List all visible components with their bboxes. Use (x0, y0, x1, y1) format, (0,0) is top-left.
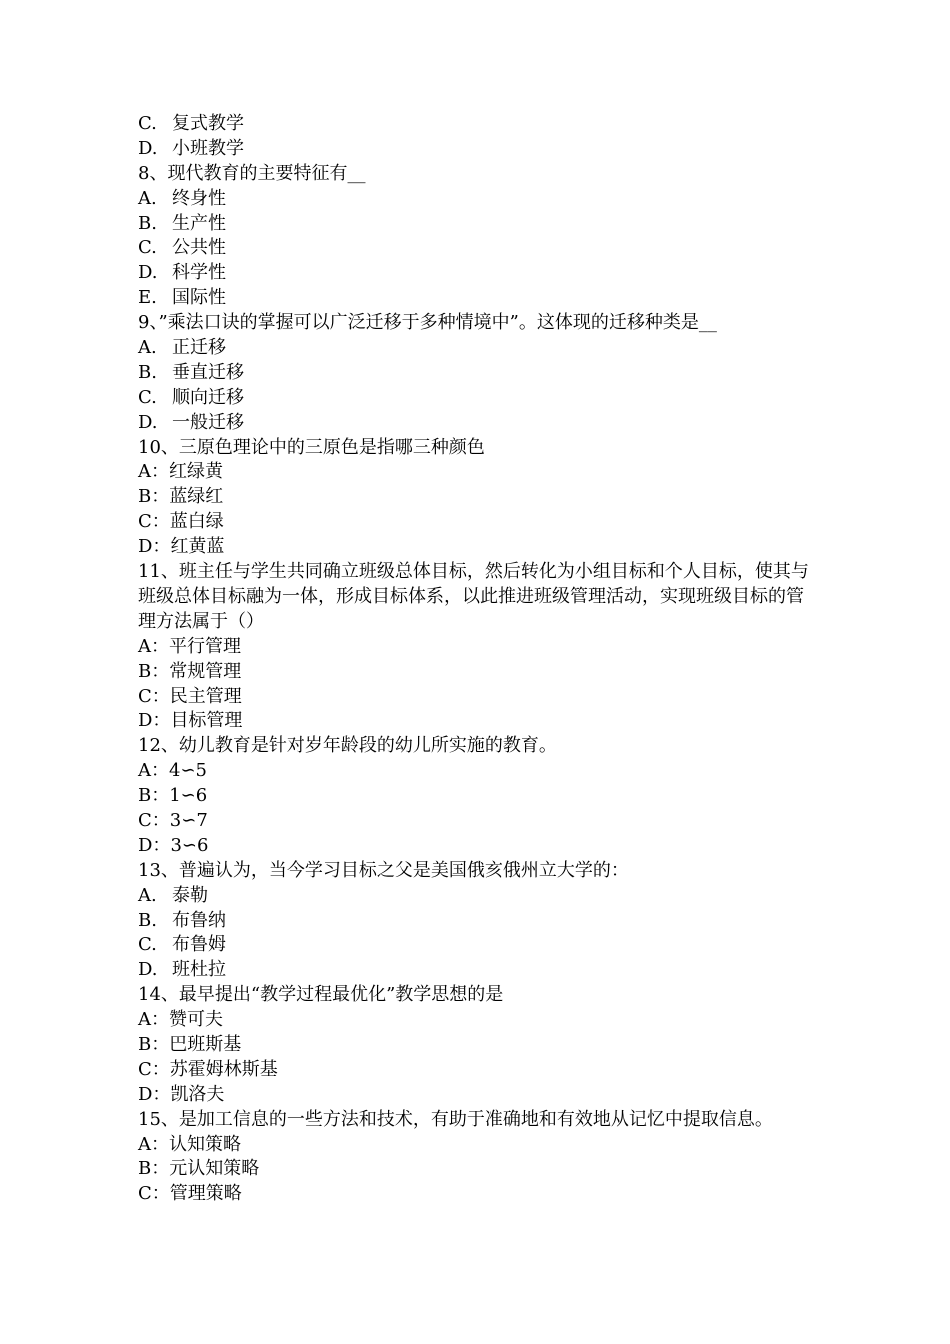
option-text: 正迁移 (172, 337, 226, 359)
answer-option (138, 1058, 818, 1083)
answer-option (138, 112, 818, 137)
question-text: 11、班主任与学生共同确立班级总体目标，然后转化为小组目标和个人目标，使其与班级总体目标融为一体，形成目标体系，以此推进班级管理活动，实现班级目标的管理方法属于（） (138, 561, 809, 632)
answer-option (138, 411, 818, 436)
option-key: B. (138, 909, 157, 931)
answer-option (138, 261, 818, 286)
answer-option (138, 187, 818, 212)
option-key: B： (138, 660, 170, 682)
option-text: 元认知策略 (169, 1158, 260, 1180)
option-key: C： (138, 1183, 170, 1205)
option-key: A： (138, 1133, 169, 1155)
option-key: B： (138, 1158, 170, 1180)
answer-option (138, 286, 818, 311)
option-key: C： (138, 685, 170, 707)
answer-option (138, 1157, 818, 1182)
answer-option (138, 137, 818, 162)
answer-option (138, 1008, 818, 1033)
question-text: 15、是加工信息的一些方法和技术，有助于准确地和有效地从记忆中提取信息。 (138, 1108, 773, 1130)
option-text: 复式教学 (172, 113, 244, 134)
option-text: 认知策略 (169, 1133, 241, 1155)
option-key: B： (138, 1034, 170, 1055)
option-key: D. (138, 262, 158, 284)
option-text: 布鲁纳 (172, 909, 226, 931)
option-key: A. (138, 337, 157, 359)
answer-option (138, 933, 818, 958)
option-text: 蓝白绿 (169, 511, 224, 533)
option-text: 班杜拉 (172, 959, 226, 981)
option-key: C. (138, 113, 157, 134)
answer-option (138, 535, 818, 560)
option-key: D. (138, 959, 158, 981)
option-key: D. (138, 411, 158, 433)
document-body (138, 112, 818, 1207)
answer-option (138, 236, 818, 261)
option-key: A： (138, 635, 169, 657)
option-key: D： (138, 834, 171, 856)
answer-option (138, 1133, 818, 1158)
option-text: 巴班斯基 (169, 1034, 242, 1055)
question-text: 13、普遍认为，当今学习目标之父是美国俄亥俄州立大学的： (138, 859, 629, 881)
option-text: 小班教学 (172, 137, 244, 159)
option-text: 终身性 (172, 187, 226, 209)
answer-option (138, 784, 818, 809)
option-text: 红黄蓝 (170, 536, 225, 558)
answer-option (138, 809, 818, 834)
option-text: 蓝绿红 (169, 486, 224, 508)
option-key: B. (138, 361, 157, 383)
option-text: 民主管理 (169, 685, 242, 707)
option-key: E. (138, 287, 157, 309)
answer-option (138, 660, 818, 685)
answer-option (138, 460, 818, 485)
option-text: 科学性 (172, 262, 226, 284)
answer-option (138, 510, 818, 535)
option-text: 4∽5 (169, 760, 207, 782)
question-text: 10、三原色理论中的三原色是指哪三种颜色 (138, 436, 485, 458)
answer-option (138, 336, 818, 361)
option-text: 垂直迁移 (172, 361, 244, 383)
answer-option (138, 884, 818, 909)
answer-option (138, 759, 818, 784)
option-text: 泰勒 (172, 884, 208, 906)
answer-option (138, 1083, 818, 1108)
option-key: C： (138, 1058, 170, 1080)
option-text: 公共性 (172, 237, 226, 259)
option-key: C. (138, 934, 157, 956)
option-key: A： (138, 1009, 169, 1031)
option-key: D： (138, 710, 171, 732)
option-text: 苏霍姆林斯基 (169, 1058, 278, 1080)
question-text: 12、幼儿教育是针对岁年龄段的幼儿所实施的教育。 (138, 735, 557, 757)
option-text: 凯洛夫 (170, 1083, 225, 1105)
option-key: D. (138, 137, 158, 159)
option-text: 目标管理 (170, 710, 243, 732)
option-text: 国际性 (172, 287, 226, 309)
answer-option (138, 485, 818, 510)
option-key: D： (138, 536, 171, 558)
answer-option (138, 709, 818, 734)
question-text: 9、”乘法口诀的掌握可以广泛迁移于多种情境中”。这体现的迁移种类是__ (138, 312, 717, 334)
question-text: 14、最早提出“教学过程最优化”教学思想的是 (138, 984, 504, 1006)
option-text: 1∽6 (169, 785, 208, 807)
option-text: 平行管理 (169, 635, 241, 657)
question-text: 8、现代教育的主要特征有__ (138, 162, 366, 184)
option-text: 常规管理 (169, 660, 242, 682)
option-text: 生产性 (172, 212, 226, 234)
option-key: B： (138, 785, 170, 807)
answer-option (138, 386, 818, 411)
option-key: B： (138, 486, 170, 508)
answer-option (138, 1033, 818, 1058)
option-text: 3∽7 (169, 809, 208, 831)
answer-option (138, 1182, 818, 1207)
option-key: A. (138, 187, 157, 209)
answer-option (138, 685, 818, 710)
option-text: 一般迁移 (172, 411, 244, 433)
option-text: 红绿黄 (169, 461, 223, 483)
answer-option (138, 361, 818, 386)
option-text: 3∽6 (170, 834, 209, 856)
option-key: A： (138, 760, 169, 782)
option-text: 赞可夫 (169, 1009, 223, 1031)
option-text: 管理策略 (169, 1183, 242, 1205)
option-key: D： (138, 1083, 171, 1105)
answer-option (138, 635, 818, 660)
option-key: B. (138, 212, 157, 234)
option-key: A. (138, 884, 157, 906)
option-text: 顺向迁移 (172, 386, 244, 408)
option-text: 布鲁姆 (172, 934, 226, 956)
option-key: C. (138, 386, 157, 408)
option-key: C. (138, 237, 157, 259)
answer-option (138, 958, 818, 983)
answer-option (138, 909, 818, 934)
option-key: A： (138, 461, 169, 483)
option-key: C： (138, 511, 170, 533)
option-key: C： (138, 809, 170, 831)
answer-option (138, 212, 818, 237)
answer-option (138, 834, 818, 859)
